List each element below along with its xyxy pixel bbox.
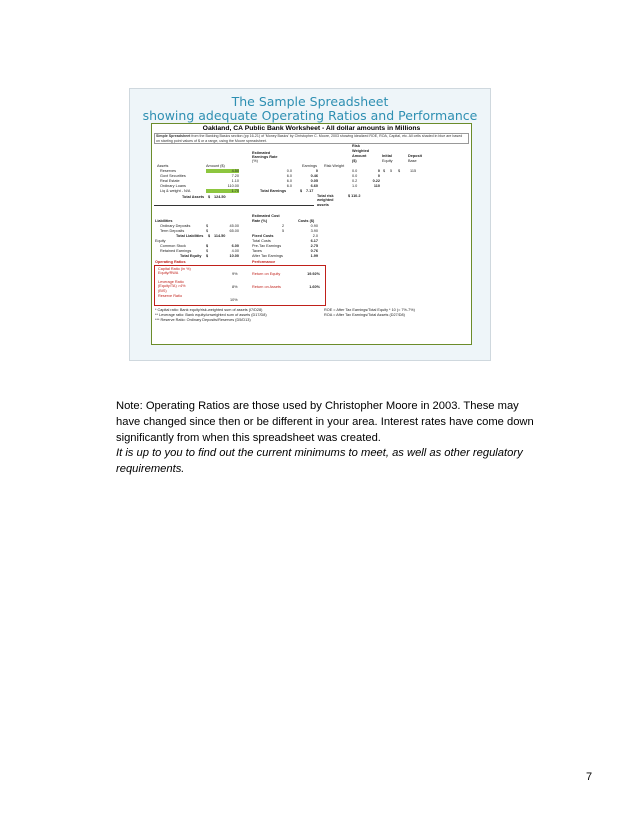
- asset-rwa: 0: [377, 169, 380, 173]
- perf-val: 19.92%: [307, 272, 320, 276]
- total-costs: 6.17: [310, 239, 318, 243]
- ratio-val: 9%: [232, 272, 238, 276]
- init-equity-currency: $: [383, 169, 386, 173]
- hdr-risk-weight: Risk Weight: [324, 164, 345, 168]
- perf-val: 1.60%: [309, 285, 320, 289]
- liability-cost: 3.90: [310, 229, 318, 233]
- footnote-right: ROA = After Tax Earnings/Total Assets (D27/D8): [324, 313, 405, 317]
- asset-earn: 0.46: [310, 174, 318, 178]
- equity-name: Common Stock: [160, 244, 186, 248]
- fixed-costs-label: Fixed Costs: [252, 234, 274, 238]
- after-tax-label: After Tax Earnings: [252, 254, 283, 258]
- ratio-name: Reserve Ratio: [158, 294, 183, 298]
- asset-rwa: 0.22: [372, 179, 380, 183]
- asset-rw: 1.0: [352, 184, 358, 188]
- slide-title-line1: The Sample Spreadsheet: [231, 94, 389, 109]
- asset-name: Govt Securities: [160, 174, 186, 178]
- total-assets: 124.50: [214, 195, 226, 199]
- currency: $: [206, 244, 209, 248]
- ratio-val: 8%: [232, 285, 238, 289]
- hdr-rwa2: Weighted: [352, 149, 370, 153]
- hdr-assets: Assets: [157, 164, 169, 168]
- total-liabilities: 114.50: [214, 234, 226, 238]
- worksheet: [151, 123, 472, 345]
- divider: [154, 205, 314, 206]
- asset-amount: 1.10: [231, 179, 239, 183]
- note-paragraph: Note: Operating Ratios are those used by Christopher Moore in 2003. These may have changed since then or be different in your area. Interest rates have come down significantly from when this spreadsheet was created.: [116, 400, 534, 444]
- note-text: from the Banking Basics section (pp 16-21) of 'Money Basics' by Christopher C. Moore, 2003 showing idealized ROE, ROA, Capital, etc. All cells shaded in blue are based on starting point values of $ or a range, using the Moore spreadsheet.: [156, 134, 463, 143]
- page-number: 7: [586, 771, 593, 783]
- deposit-base-currency: $: [398, 169, 401, 173]
- hdr-est-earn2: Earnings Rate: [252, 155, 278, 159]
- hdr-costs: Costs ($): [298, 219, 315, 223]
- hdr-dep1: Deposit: [408, 154, 422, 158]
- currency: $: [208, 195, 211, 199]
- asset-rate: 6.0: [286, 184, 292, 188]
- hdr-init2: Equity: [382, 159, 393, 163]
- liability-rate: 5: [282, 229, 285, 233]
- asset-amount: 7.20: [231, 174, 239, 178]
- asset-earn: 0.05: [310, 179, 318, 183]
- currency: $: [206, 229, 209, 233]
- equity-label2: Pre-Tax Earnings: [252, 244, 282, 248]
- asset-name: Ordinary Loans: [160, 184, 186, 188]
- liability-cost: 0.90: [310, 224, 318, 228]
- hdr-rwa1: Risk: [352, 144, 361, 148]
- asset-amount: 110.00: [227, 184, 239, 188]
- total-equity-label: Total Equity: [180, 254, 202, 258]
- equity-amount: 4.00: [231, 249, 239, 253]
- equity-val: 0.76: [310, 249, 318, 253]
- equity-label: Equity: [155, 239, 166, 243]
- worksheet-note: [154, 133, 469, 144]
- ratio-val: 10%: [230, 298, 238, 302]
- currency: $: [206, 254, 209, 258]
- hdr-rate-pct: Rate (%): [252, 219, 268, 223]
- equity-label2: Taxes: [252, 249, 262, 253]
- asset-rw: 0.0: [352, 169, 358, 173]
- footnote: ** Leverage ratio: Bank equity/unweighted sum of assets (D17/D8): [155, 313, 267, 317]
- asset-rw: 0.2: [352, 179, 358, 183]
- hdr-rwa4: ($): [352, 159, 357, 163]
- hdr-rwa3: Amount: [352, 154, 367, 158]
- hdr-est-cost: Estimated Cost: [252, 214, 280, 218]
- equity-val: 2.75: [310, 244, 318, 248]
- ratio-name: Leverage Ratio (Equity/TA) >4% (BIS): [158, 280, 186, 293]
- footnote: *** Reserve Ratio: Ordinary Deposits/Reserves (D5/D13): [155, 318, 251, 322]
- asset-rate: 6.0: [286, 179, 292, 183]
- footnote-right: ROE = After Tax Earnings/Total Equity * 10 (= 7%-7%): [324, 308, 415, 312]
- liability-amount: 65.00: [229, 229, 239, 233]
- performance-label: Performance: [252, 260, 276, 264]
- note-bold: Simple Spreadsheet: [156, 134, 191, 138]
- total-assets-label: Total Assets: [182, 195, 205, 199]
- liabilities-label: Liabilities: [155, 219, 173, 223]
- hdr-init1: Initial: [382, 154, 392, 158]
- liability-name: Ordinary Deposits: [160, 224, 191, 228]
- asset-rwa: 0: [377, 174, 380, 178]
- asset-name: Reserves: [160, 169, 177, 173]
- asset-rw: 0.0: [352, 174, 358, 178]
- total-rwa-label: Total risk weighted assets: [317, 194, 334, 207]
- currency: $: [208, 234, 211, 238]
- asset-rate: 0.0: [286, 169, 292, 173]
- fixed-costs: 2.0: [312, 234, 318, 238]
- asset-amount: 1.70: [206, 189, 239, 193]
- hdr-amount: Amount ($): [206, 164, 225, 168]
- asset-rwa: 110: [373, 184, 380, 188]
- total-equity: 10.00: [229, 254, 239, 258]
- after-tax: 1.99: [310, 254, 318, 258]
- asset-rate: 6.0: [286, 174, 292, 178]
- total-costs-label: Total Costs: [252, 239, 271, 243]
- hdr-est-earn: Estimated: [252, 151, 271, 155]
- footnote: * Capital ratio: Bank equity/risk-weighted sum of assets (I7/D28): [155, 308, 263, 312]
- asset-name: Real Estate: [160, 179, 180, 183]
- deposit-base-value: 115: [410, 169, 417, 173]
- hdr-pct: (%): [252, 159, 258, 163]
- currency: $: [206, 249, 209, 253]
- equity-amount: 6.00: [231, 244, 239, 248]
- total-earnings-label: Total Earnings: [260, 189, 287, 193]
- operating-ratios-label: Operating Ratios: [155, 260, 186, 264]
- equity-name: Retained Earnings: [160, 249, 192, 253]
- total-earnings: 7.17: [306, 189, 314, 193]
- slide-title-line2: showing adequate Operating Ratios and Performance: [142, 108, 478, 123]
- perf-name: Return on Equity: [252, 272, 281, 276]
- hdr-earnings: Earnings: [302, 164, 317, 168]
- italic-paragraph: It is up to you to find out the current minimums to meet, as well as other regulatory requirements.: [116, 447, 523, 475]
- asset-earn: 6.60: [310, 184, 318, 188]
- ratio-name: Capital Ratio (in %) Equity/RWA: [158, 267, 191, 276]
- perf-name: Return on Assets: [252, 285, 281, 289]
- total-liabilities-label: Total Liabilities: [176, 234, 204, 238]
- currency: $: [300, 189, 303, 193]
- currency: $: [206, 224, 209, 228]
- worksheet-title: Oakland, CA Public Bank Worksheet - All dollar amounts in Millions: [202, 125, 421, 132]
- liability-rate: 2: [282, 224, 285, 228]
- liability-amount: 45.00: [229, 224, 239, 228]
- asset-name: Liq & weight - N/A: [160, 189, 191, 193]
- asset-earn: 0: [315, 169, 318, 173]
- asset-amount: 4.50: [206, 169, 239, 173]
- liability-name: Term Deposits: [160, 229, 185, 233]
- total-rwa: $ 110.2: [348, 194, 361, 198]
- init-equity-value: 5: [390, 169, 393, 173]
- spreadsheet-slide-image: [129, 88, 491, 361]
- hdr-dep2: Base: [408, 159, 417, 163]
